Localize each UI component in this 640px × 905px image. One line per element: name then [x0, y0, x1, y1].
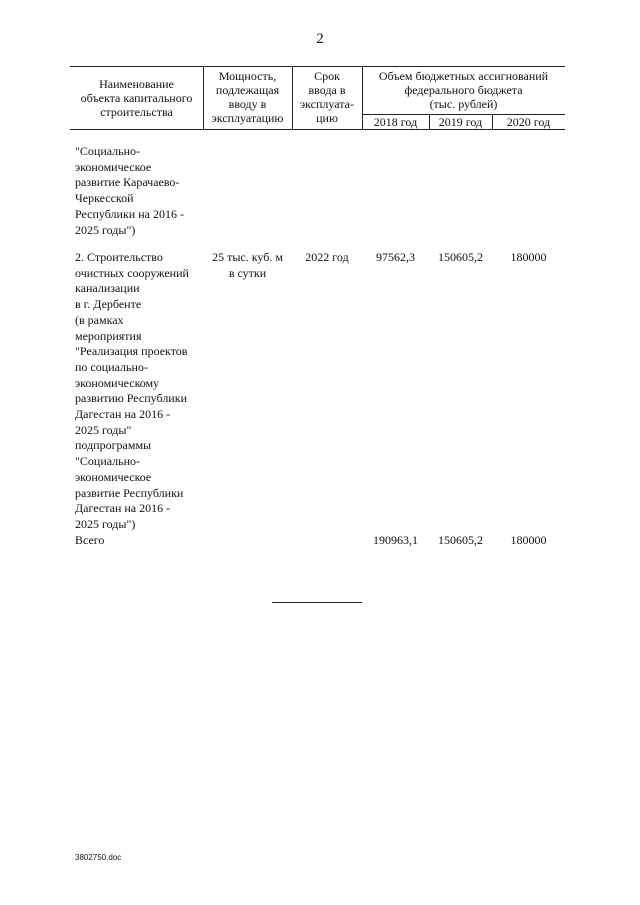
text-line: "Социально- [75, 144, 141, 158]
row-name-cell [75, 250, 205, 533]
row-2020-cell: 180000 [510, 250, 547, 264]
text-line: развитие Карачаево- [75, 175, 180, 190]
text-line: 2025 годы" [75, 422, 132, 437]
header-term [292, 69, 362, 125]
header-line: (тыс. рублей) [429, 97, 498, 111]
total-2018-cell: 190963,1 [373, 533, 418, 547]
header-line: цию [316, 111, 338, 125]
text-line: 2. Строительство [75, 250, 163, 264]
header-name [70, 77, 203, 119]
text-line: "Социально- [75, 454, 141, 469]
header-line: вводу в [228, 97, 267, 111]
row-2018-cell: 97562,3 [376, 250, 415, 264]
header-line: ввода в [308, 83, 346, 97]
header-line: Наименование [99, 77, 174, 91]
total-2019-cell: 150605,2 [438, 533, 483, 547]
row-name-cell [75, 144, 205, 238]
text-line: мероприятия [75, 328, 142, 343]
text-line: подпрограммы [75, 438, 152, 453]
header-line: эксплуата- [300, 97, 354, 111]
text-line: в сутки [228, 265, 267, 280]
text-line: Республики на 2016 - [75, 206, 184, 221]
header-year-2020: 2020 год [506, 115, 551, 129]
text-line: экономическому [75, 375, 160, 390]
table-header-bottom-rule [70, 129, 565, 130]
text-line: развитию Республики [75, 391, 187, 406]
text-line: экономическое [75, 159, 152, 174]
text-line: очистных сооружений [75, 265, 189, 280]
page-number: 2 [316, 31, 324, 47]
header-year-2019: 2019 год [438, 115, 483, 129]
text-line: Дагестан на 2016 - [75, 407, 171, 422]
text-line: 2025 годы") [75, 516, 136, 531]
header-line: Срок [314, 69, 340, 83]
header-line: Мощность, [218, 69, 277, 83]
text-line: "Реализация проектов [75, 344, 188, 359]
row-capacity-cell [203, 250, 292, 281]
text-line: Дагестан на 2016 - [75, 501, 171, 516]
header-line: федерального бюджета [404, 83, 523, 97]
text-line: канализации [75, 281, 140, 296]
header-line: объекта капитального [80, 91, 193, 105]
text-line: в г. Дербенте [75, 297, 142, 312]
total-label: Всего [75, 533, 105, 547]
text-line: по социально- [75, 359, 148, 374]
header-line: Объем бюджетных ассигнований [378, 69, 549, 83]
row-2019-cell: 150605,2 [438, 250, 483, 264]
header-budget [362, 69, 565, 111]
text-line: 25 тыс. куб. м [212, 250, 283, 264]
text-line: экономическое [75, 469, 152, 484]
table-top-rule [70, 66, 565, 67]
row-term-cell: 2022 год [305, 250, 349, 264]
header-year-2018: 2018 год [373, 115, 418, 129]
total-2020-cell: 180000 [510, 533, 547, 547]
text-line: развитие Республики [75, 485, 184, 500]
text-line: 2025 годы") [75, 222, 136, 237]
file-name: 3802750.doc [75, 853, 122, 862]
text-line: (в рамках [75, 312, 124, 327]
header-line: эксплуатацию [211, 111, 284, 125]
header-capacity [203, 69, 292, 125]
end-rule [272, 602, 362, 603]
text-line: Черкесской [75, 191, 134, 206]
header-line: подлежащая [215, 83, 280, 97]
header-line: строительства [100, 105, 173, 119]
